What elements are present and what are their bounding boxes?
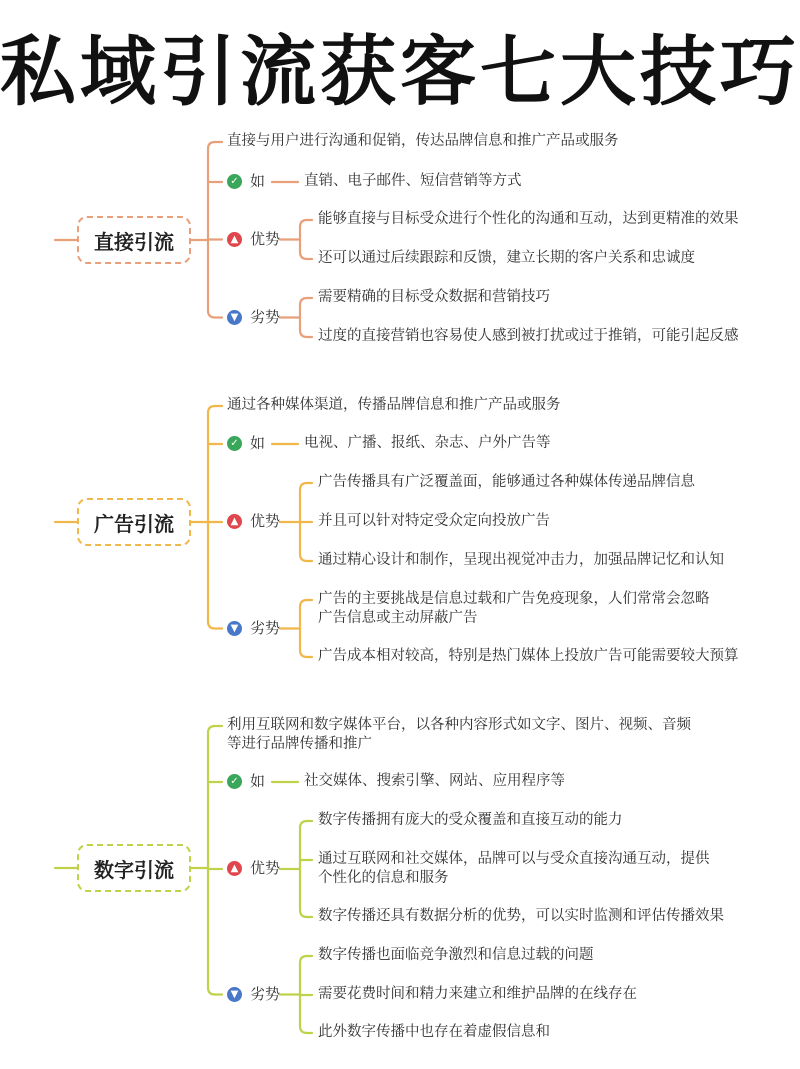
definition-text: 通过各种媒体渠道，传播品牌信息和推广产品或服务 xyxy=(227,397,561,413)
thumbs-down-icon: ▼ xyxy=(227,621,242,636)
example-label: 如 xyxy=(250,172,266,190)
example-text: 直销、电子邮件、短信营销等方式 xyxy=(304,173,522,189)
connector-line xyxy=(300,330,312,337)
category-node: 广告引流 xyxy=(77,498,191,546)
pros-label: 优势 xyxy=(250,229,281,248)
cons-item-text: 广告成本相对较高，特别是热门媒体上投放广告可能需要较大预算 xyxy=(318,648,739,664)
cons-item-text: 此外数字传播中也存在着虚假信息和 xyxy=(318,1024,550,1040)
page-title: 私域引流获客七大技巧 xyxy=(0,27,800,116)
check-circle-icon: ✓ xyxy=(227,774,242,789)
category-node: 数字引流 xyxy=(77,844,191,892)
category-node: 直接引流 xyxy=(77,216,191,264)
cons-item-text: 广告信息或主动屏蔽广告 xyxy=(318,610,478,626)
cons-item-text: 需要花费时间和精力来建立和维护品牌的在线存在 xyxy=(318,986,637,1002)
definition-text: 直接与用户进行沟通和促销，传达品牌信息和推广产品或服务 xyxy=(227,133,619,149)
example-text: 社交媒体、搜索引擎、网站、应用程序等 xyxy=(304,773,565,789)
pros-item-text: 并且可以针对特定受众定向投放广告 xyxy=(318,513,550,529)
connector-line xyxy=(208,726,222,733)
connector-line xyxy=(300,910,312,917)
pros-label: 优势 xyxy=(250,512,281,530)
connector-line xyxy=(208,406,222,413)
pros-item-text: 个性化的信息和服务 xyxy=(318,870,449,886)
example-label: 如 xyxy=(250,434,266,452)
pros-item-text: 还可以通过后续跟踪和反馈，建立长期的客户关系和忠诚度 xyxy=(318,250,695,266)
thumbs-down-icon: ▼ xyxy=(227,310,242,325)
connector-line xyxy=(300,252,312,259)
connector-line xyxy=(300,554,312,561)
cons-item-text: 需要精确的目标受众数据和营销技巧 xyxy=(318,289,550,305)
fade-overlay xyxy=(560,1012,800,1069)
cons-item-text: 数字传播也面临竞争激烈和信息过载的问题 xyxy=(318,947,594,963)
connector-line xyxy=(208,311,222,318)
pros-item-text: 数字传播拥有庞大的受众覆盖和直接互动的能力 xyxy=(318,812,623,828)
example-text: 电视、广播、报纸、杂志、户外广告等 xyxy=(304,435,551,451)
check-circle-icon: ✓ xyxy=(227,174,242,189)
pros-item-text: 通过精心设计和制作，呈现出视觉冲击力，加强品牌记忆和认知 xyxy=(318,552,724,568)
check-circle-icon: ✓ xyxy=(227,436,242,451)
connector-line xyxy=(208,142,222,149)
cons-label: 劣势 xyxy=(250,618,281,637)
thumbs-up-icon: ▲ xyxy=(227,232,242,247)
connector-line xyxy=(300,600,312,607)
definition-text: 等进行品牌传播和推广 xyxy=(227,736,372,752)
connector-line xyxy=(208,622,222,629)
connector-line xyxy=(300,1026,312,1033)
pros-item-text: 数字传播还具有数据分析的优势，可以实时监测和评估传播效果 xyxy=(318,908,724,924)
cons-label: 劣势 xyxy=(250,984,281,1003)
connector-line xyxy=(300,821,312,828)
connector-line xyxy=(300,956,312,963)
connector-line xyxy=(300,650,312,657)
connector-line xyxy=(208,988,222,995)
thumbs-up-icon: ▲ xyxy=(227,514,242,529)
cons-label: 劣势 xyxy=(250,307,281,326)
definition-text: 利用互联网和数字媒体平台，以各种内容形式如文字、图片、视频、音频 xyxy=(227,717,691,733)
cons-item-text: 过度的直接营销也容易使人感到被打扰或过于推销，可能引起反感 xyxy=(318,328,739,344)
thumbs-down-icon: ▼ xyxy=(227,987,242,1002)
example-label: 如 xyxy=(250,772,266,790)
pros-item-text: 通过互联网和社交媒体，品牌可以与受众直接沟通互动，提供 xyxy=(318,851,710,867)
cons-item-text: 广告的主要挑战是信息过载和广告免疫现象，人们常常会忽略 xyxy=(318,591,710,607)
pros-item-text: 广告传播具有广泛覆盖面，能够通过各种媒体传递品牌信息 xyxy=(318,474,695,490)
connector-line xyxy=(300,220,312,227)
pros-item-text: 能够直接与目标受众进行个性化的沟通和互动，达到更精准的效果 xyxy=(318,211,739,227)
thumbs-up-icon: ▲ xyxy=(227,861,242,876)
pros-label: 优势 xyxy=(250,859,281,877)
connector-line xyxy=(300,298,312,305)
connector-line xyxy=(300,483,312,490)
